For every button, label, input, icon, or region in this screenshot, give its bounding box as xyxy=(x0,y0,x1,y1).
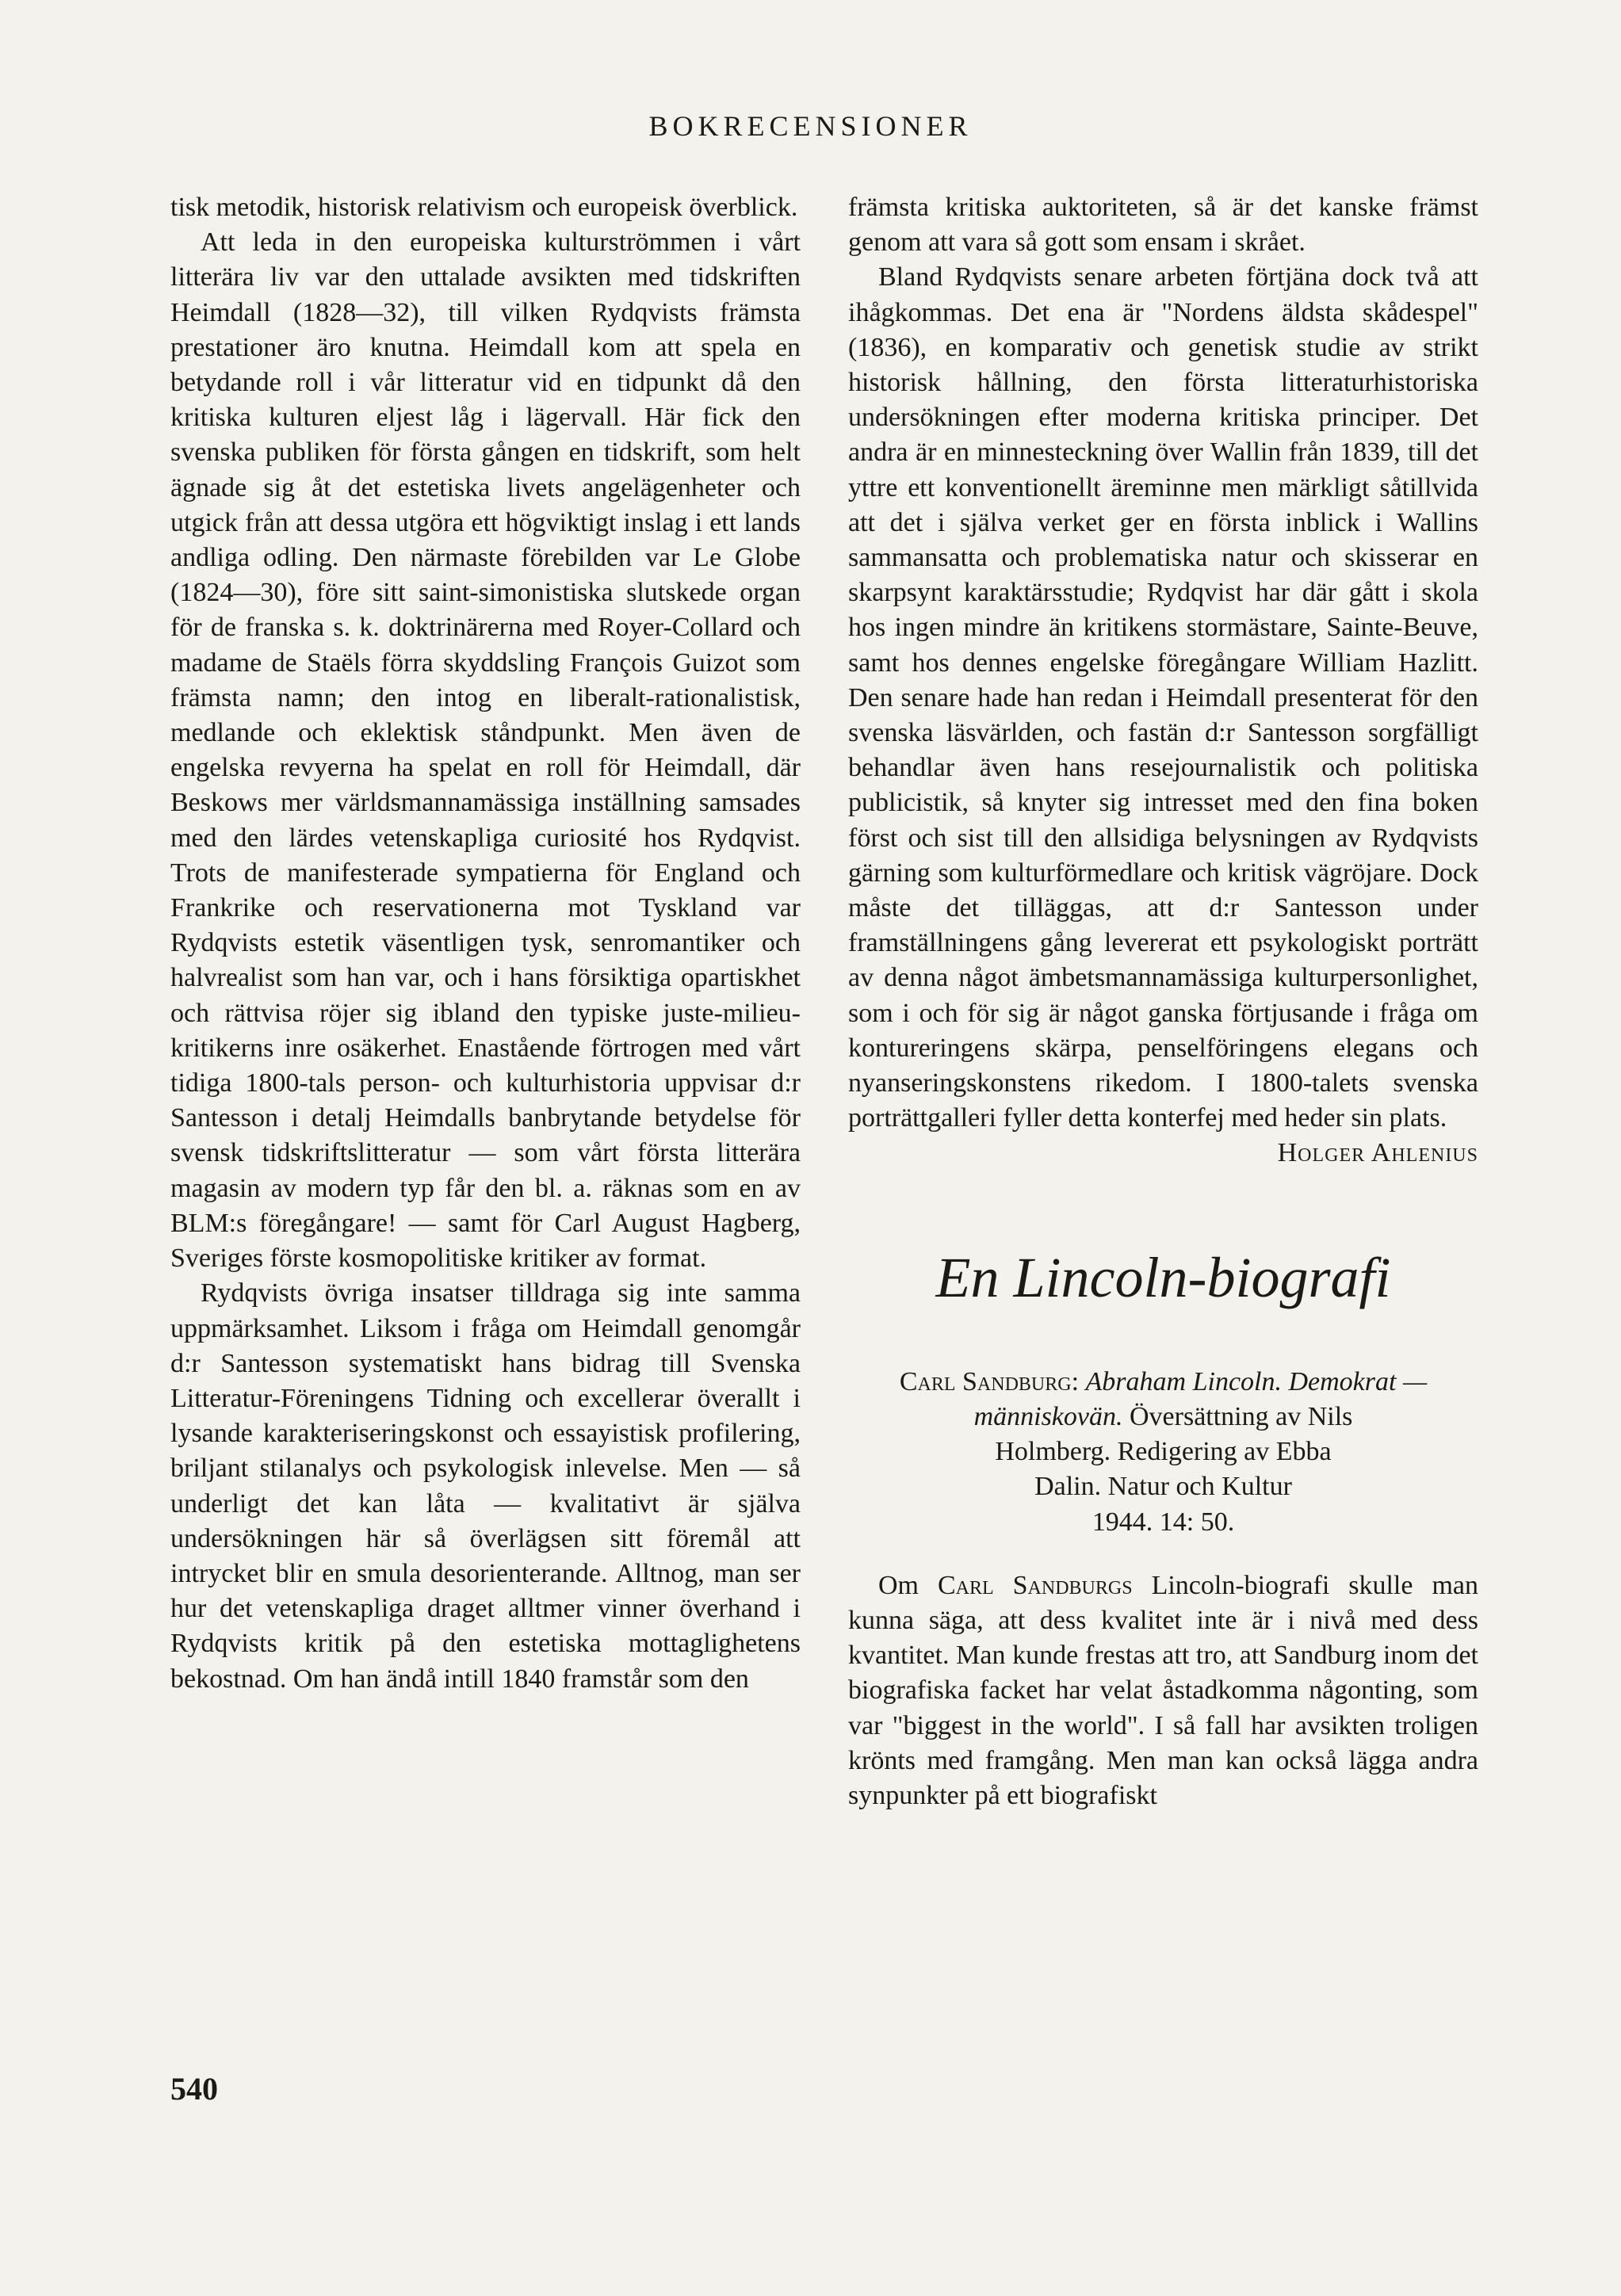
book-citation xyxy=(848,1365,1478,1540)
citation-title: Abraham Lincoln. Demokrat — människovän. xyxy=(973,1366,1428,1431)
citation-details: 1944. 14: 50. xyxy=(1091,1507,1235,1537)
left-column xyxy=(170,190,801,1697)
paragraph: Bland Rydqvists senare arbeten förtjäna dock två att ihågkommas. Det ena är "Nordens äldsta skådespel" (1836), en komparativ och genetisk studie av strikt historisk hållning, den första litteraturhistoriska undersökningen efter moderna kritiska principer. Det andra är en minnesteckning över Wallin från 1839, till det yttre ett konventionellt äreminne men märkligt såtillvida att det i själva verket ger en första inblick i Wallins sammansatta och problematiska natur och skisserar en skarpsynt karaktärsstudie; Rydqvist har där gått i skola hos ingen mindre än kritikens stormästare, Sainte-Beuve, samt hos dennes engelske föregångare William Hazlitt. Den senare hade han redan i Heimdall presenterat för den svenska läsvärlden, och fastän d:r Santesson sorgfälligt behandlar även hans resejournalistik och politiska publicistik, så knyter sig intresset med den fina boken först och sist till den allsidiga belysningen av Rydqvists gärning som kulturförmedlare och kritisk vägröjare. Dock måste det tilläggas, att d:r Santesson under framställningens gång levererat ett psykologiskt porträtt av denna något ämbetsmannamässiga kulturpersonlighet, som i och för sig är något ganska förtjusande i fråga om kontureringens skärpa, penselföringens elegans och nyanseringskonstens rikedom. I 1800-talets svenska porträttgalleri fyller detta konterfej med heder sin plats. xyxy=(848,262,1478,1133)
citation-author: Carl Sandburg: xyxy=(899,1366,1080,1396)
paragraph: Rydqvists övriga insatser tilldraga sig inte samma uppmärksamhet. Liksom i fråga om Heimdall genomgår d:r Santesson systematiskt hans bidrag till Svenska Litteratur-Föreningens Tidning och excellerar överallt i lysande karakteriseringskonst och essayistisk profilering, briljant stilanalys och psykologisk inlevelse. Men — så underligt det kan låta — kvalitativt är själva undersökningen här så överlägsen sitt föremål att intrycket blir en smula desorienterande. Alltnog, man ser hur det vetenskapliga draget alltmer vinner överhand i Rydqvists kritik på den estetiska mottaglighetens bekostnad. Om han ändå intill 1840 framstår som den xyxy=(170,1278,801,1694)
running-header: BOKRECENSIONER xyxy=(648,110,973,142)
paragraph: Att leda in den europeiska kulturströmmen i vårt litterära liv var den uttalade avsikten med tidskriften Heimdall (1828—32), till vilken Rydqvists främsta prestationer äro knutna. Heimdall kom att spela en betydande roll i vår litteratur vid en tidpunkt då den kritiska kulturen eljest låg i lägervall. Här fick den svenska publiken för första gången en tidskrift, som helt ägnade sig åt det estetiska livets angelägenheter och utgick från att dessa utgöra ett högviktigt inslag i ett lands andliga odling. Den närmaste förebilden var Le Globe (1824—30), före sitt saint-simonistiska slutskede organ för de franska s. k. doktrinärerna med Royer-Collard och madame de Staëls förra skyddsling François Guizot som främsta namn; den intog en liberalt-rationalistisk, medlande och eklektisk ståndpunkt. Men även de engelska revyerna ha spelat en roll för Heimdall, där Beskows mer världsmannamässiga inställning samsades med den lärdes vetenskapliga curiosité hos Rydqvist. Trots de manifesterade sympatierna för England och Frankrike och reservationerna mot Tyskland var Rydqvists estetik väsentligen tysk, senromantiker och halvrealist som han var, och i hans försiktiga opartiskhet och rättvisa röjer sig ibland den typiske juste-milieu-kritikerns inre osäkerhet. Enastående förtrogen med vårt tidiga 1800-tals person- och kulturhistoria uppvisar d:r Santesson i detalj Heimdalls banbrytande betydelse för svensk tidskriftslitteratur — som vårt första litterära magasin av modern typ får den bl. a. räknas som en av BLM:s föregångare! — samt för Carl August Hagberg, Sveriges förste kosmopolitiske kritiker av format. xyxy=(170,227,801,1274)
article-title: En Lincoln-biografi xyxy=(935,1245,1391,1309)
citation-details: Översättning av Nils xyxy=(1130,1401,1353,1431)
body-author: Carl Sandburgs xyxy=(937,1570,1133,1600)
citation-details: Holmberg. Redigering av Ebba xyxy=(995,1437,1332,1467)
paragraph xyxy=(848,1568,1478,1813)
body-intro: Om xyxy=(878,1570,919,1600)
paragraph: tisk metodik, historisk relativism och europeisk överblick. xyxy=(170,193,798,222)
review-signature: Holger Ahlenius xyxy=(1277,1138,1478,1168)
paragraph: främsta kritiska auktoriteten, så är det kanske främst genom att vara så gott som ensam i skrået. xyxy=(848,193,1478,258)
right-column xyxy=(848,190,1478,1813)
body-text: Lincoln-biografi skulle man kunna säga, att dess kvalitet inte är i nivå med dess kvantitet. Man kunde frestas att tro, att Sandburg inom det biografiska facket har velat åstadkomma någonting, som var "biggest in the world". I så fall har avsikten troligen krönts med framgång. Men man kan också lägga andra synpunkter på ett biografiskt xyxy=(848,1570,1478,1810)
page-number: 540 xyxy=(170,2071,218,2107)
citation-details: Dalin. Natur och Kultur xyxy=(1034,1472,1292,1502)
